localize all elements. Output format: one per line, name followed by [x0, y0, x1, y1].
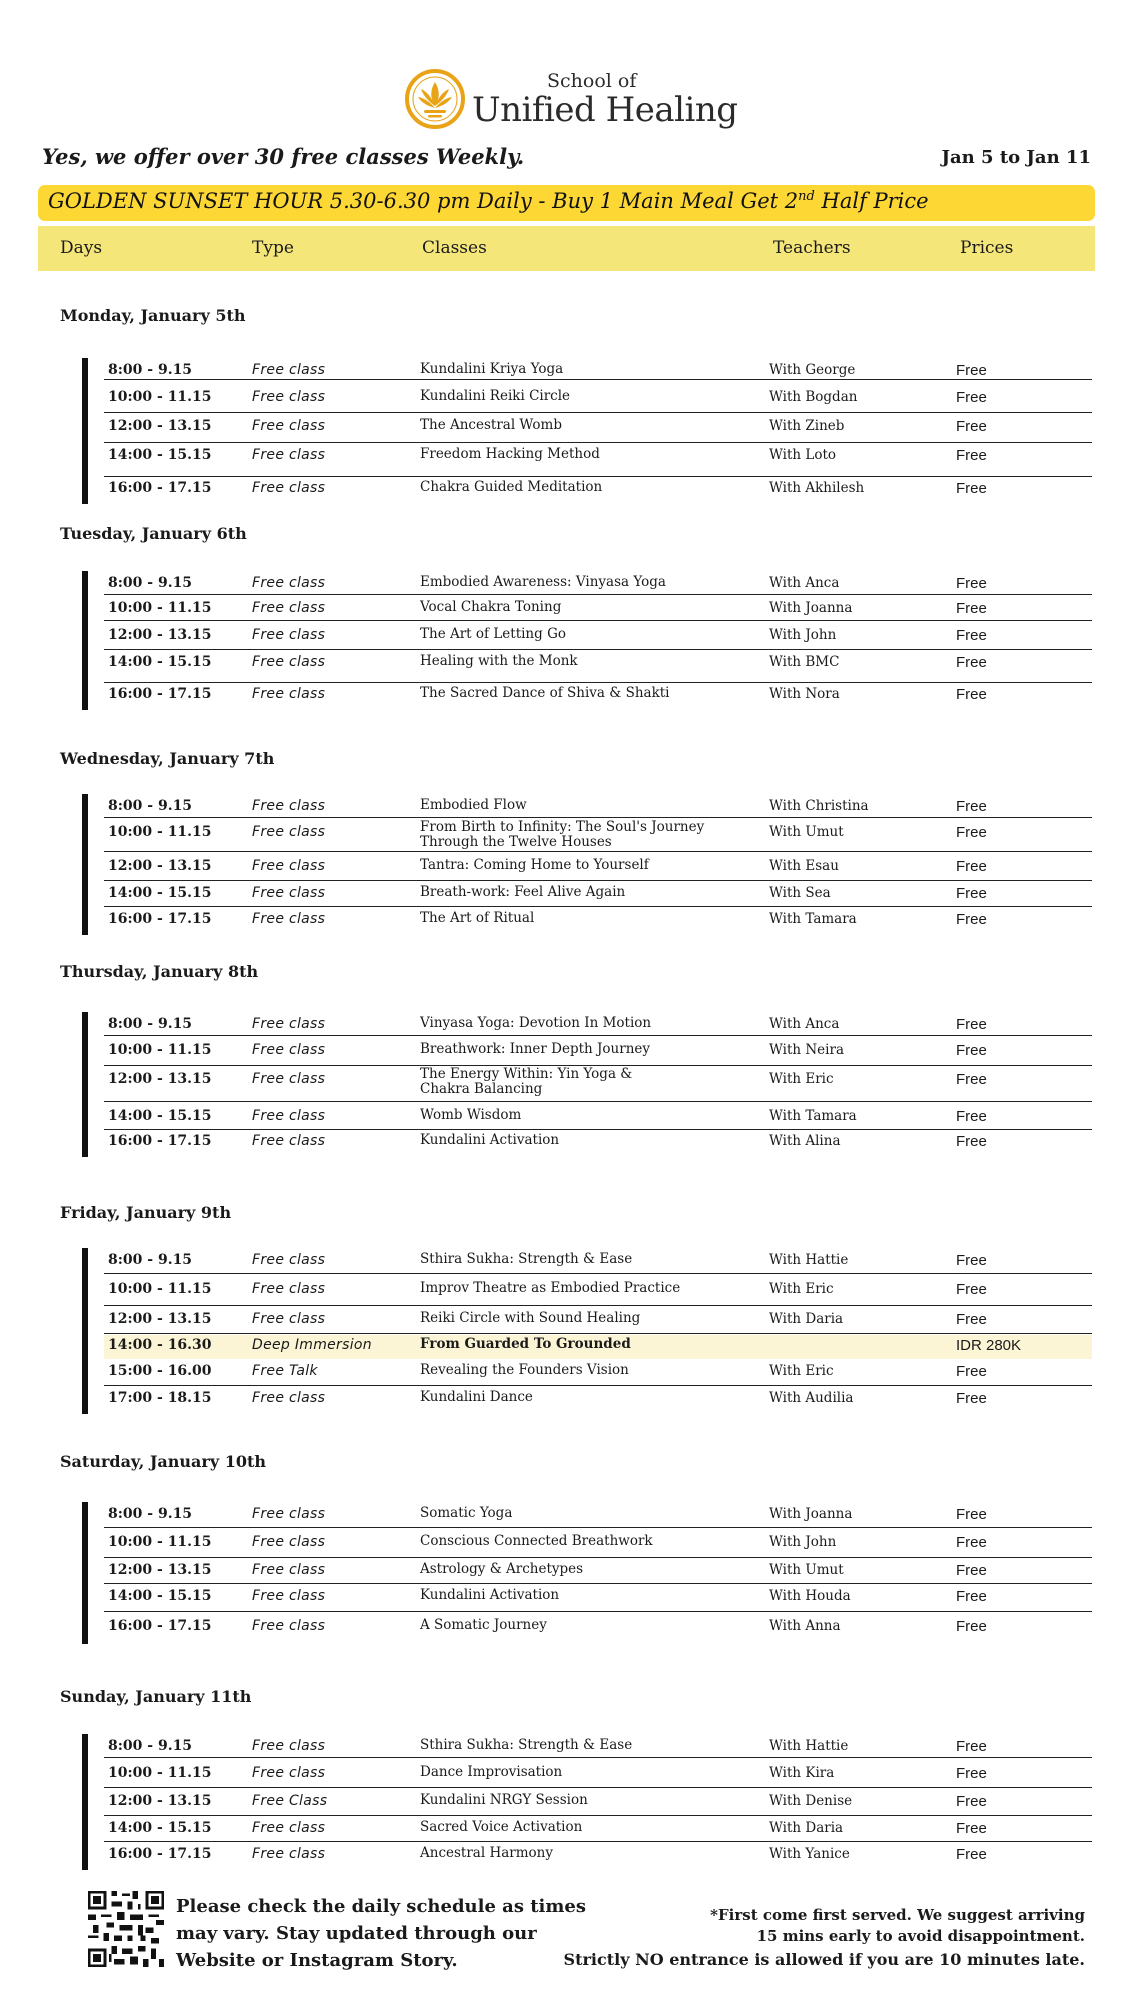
- day-divider-bar: [82, 1248, 88, 1414]
- day-divider-bar: [82, 571, 88, 710]
- schedule-row: [104, 652, 1092, 683]
- schedule-row: [104, 1532, 1092, 1558]
- teacher-name: With Akhilesh: [769, 480, 865, 496]
- price: Free: [956, 1765, 987, 1782]
- schedule-row: [104, 909, 1092, 931]
- session-type: Free class: [252, 1108, 326, 1124]
- golden-hour-banner: [38, 185, 1095, 221]
- price: Free: [956, 362, 987, 379]
- session-time: 8:00 - 9.15: [108, 362, 193, 378]
- session-time: 14:00 - 15.15: [108, 654, 212, 670]
- session-time: 10:00 - 11.15: [108, 1765, 212, 1781]
- teacher-name: With Kira: [769, 1765, 835, 1781]
- class-name: Kundalini Reiki Circle: [420, 388, 571, 404]
- session-type: Free class: [252, 1071, 326, 1087]
- schedule-row: [104, 598, 1092, 621]
- teacher-name: With Houda: [769, 1588, 851, 1604]
- day-divider-bar: [82, 1502, 88, 1644]
- price: Free: [956, 480, 987, 497]
- schedule-row: [104, 1791, 1092, 1816]
- teacher-name: With Joanna: [769, 1506, 853, 1522]
- price: Free: [956, 858, 987, 875]
- class-name: Sthira Sukha: Strength & Ease: [420, 1737, 633, 1753]
- schedule-row: [104, 1014, 1092, 1036]
- class-name: Kundalini Activation: [420, 1132, 560, 1148]
- date-range: Jan 5 to Jan 11: [941, 147, 1091, 168]
- day-divider-bar: [82, 794, 88, 935]
- day-title: Tuesday, January 6th: [60, 524, 247, 543]
- teacher-name: With Alina: [769, 1133, 841, 1149]
- header-classes: Classes: [422, 238, 487, 258]
- class-name: The Energy Within: Yin Yoga &: [420, 1066, 633, 1082]
- teacher-name: With Esau: [769, 858, 839, 874]
- entry-policy: [525, 1905, 1085, 1973]
- session-time: 8:00 - 9.15: [108, 575, 193, 591]
- session-type: Free class: [252, 798, 326, 814]
- header-prices: Prices: [960, 238, 1014, 258]
- class-name: Tantra: Coming Home to Yourself: [420, 857, 649, 873]
- schedule-row: [104, 387, 1092, 413]
- notice-line: Website or Instagram Story.: [176, 1950, 458, 1971]
- day-divider-bar: [82, 1734, 88, 1870]
- schedule-row: [104, 856, 1092, 881]
- class-name: A Somatic Journey: [420, 1617, 547, 1633]
- teacher-name: With Anca: [769, 575, 840, 591]
- session-time: 16:00 - 17.15: [108, 911, 212, 927]
- teacher-name: With Hattie: [769, 1738, 849, 1754]
- session-time: 8:00 - 9.15: [108, 798, 193, 814]
- class-name: The Art of Letting Go: [420, 626, 566, 642]
- price: Free: [956, 1846, 987, 1863]
- session-time: 10:00 - 11.15: [108, 824, 212, 840]
- session-type: Free class: [252, 1016, 326, 1032]
- session-type: Free class: [252, 1588, 326, 1604]
- schedule-row: [104, 1066, 1092, 1102]
- schedule-row: [104, 883, 1092, 907]
- session-time: 8:00 - 9.15: [108, 1738, 193, 1754]
- session-type: Free class: [252, 824, 326, 840]
- schedule-row: [104, 1106, 1092, 1130]
- session-time: 8:00 - 9.15: [108, 1016, 193, 1032]
- schedule-row: [104, 1616, 1092, 1640]
- schedule-row: [104, 1361, 1092, 1386]
- price: Free: [956, 389, 987, 406]
- price: Free: [956, 1534, 987, 1551]
- session-time: 14:00 - 15.15: [108, 885, 212, 901]
- day-title: Friday, January 9th: [60, 1203, 232, 1222]
- schedule-row: [104, 1250, 1092, 1274]
- price: Free: [956, 1252, 987, 1269]
- price: Free: [956, 418, 987, 435]
- class-name: Astrology & Archetypes: [420, 1561, 584, 1577]
- class-name: Kundalini Dance: [420, 1389, 533, 1405]
- price: Free: [956, 1281, 987, 1298]
- session-time: 8:00 - 9.15: [108, 1506, 193, 1522]
- session-time: 8:00 - 9.15: [108, 1252, 193, 1268]
- session-time: 10:00 - 11.15: [108, 600, 212, 616]
- schedule-row: [104, 1736, 1092, 1758]
- session-time: 12:00 - 13.15: [108, 1311, 212, 1327]
- class-name: Healing with the Monk: [420, 653, 578, 669]
- schedule-row: [104, 478, 1092, 500]
- session-time: 16:00 - 17.15: [108, 686, 212, 702]
- session-time: 10:00 - 11.15: [108, 1281, 212, 1297]
- teacher-name: With Loto: [769, 447, 837, 463]
- banner-text: GOLDEN SUNSET HOUR 5.30-6.30 pm Daily - Buy 1 Main Meal Get 2: [48, 189, 799, 213]
- session-time: 10:00 - 11.15: [108, 1534, 212, 1550]
- price: Free: [956, 911, 987, 928]
- session-type: Free class: [252, 1311, 326, 1327]
- class-name: Conscious Connected Breathwork: [420, 1533, 653, 1549]
- class-name: Breath-work: Feel Alive Again: [420, 884, 626, 900]
- schedule-row: [104, 1388, 1092, 1410]
- class-name: Freedom Hacking Method: [420, 446, 600, 462]
- schedule-row: [104, 819, 1092, 852]
- schedule-row: [104, 445, 1092, 477]
- class-name: Sacred Voice Activation: [420, 1819, 583, 1835]
- class-name: Ancestral Harmony: [420, 1845, 553, 1861]
- schedule-row: [104, 1504, 1092, 1528]
- price: Free: [956, 885, 987, 902]
- session-time: 12:00 - 13.15: [108, 627, 212, 643]
- price: Free: [956, 798, 987, 815]
- session-type: Free class: [252, 1506, 326, 1522]
- class-name: Dance Improvisation: [420, 1764, 563, 1780]
- session-time: 16:00 - 17.15: [108, 480, 212, 496]
- schedule-row: [104, 360, 1092, 380]
- schedule-row: [104, 573, 1092, 595]
- price: Free: [956, 1363, 987, 1380]
- session-time: 12:00 - 13.15: [108, 1071, 212, 1087]
- class-name: Chakra Guided Meditation: [420, 479, 603, 495]
- policy-line: 15 mins early to avoid disappointment.: [756, 1927, 1085, 1945]
- price: Free: [956, 627, 987, 644]
- day-divider-bar: [82, 358, 88, 504]
- class-name: Vinyasa Yoga: Devotion In Motion: [420, 1015, 652, 1031]
- price: Free: [956, 1562, 987, 1579]
- schedule-row: [104, 684, 1092, 706]
- session-time: 14:00 - 15.15: [108, 1108, 212, 1124]
- teacher-name: With Zineb: [769, 418, 845, 434]
- class-name: The Sacred Dance of Shiva & Shakti: [420, 685, 670, 701]
- session-time: 15:00 - 16.00: [108, 1363, 212, 1379]
- class-name: Womb Wisdom: [420, 1107, 522, 1123]
- notice-line: may vary. Stay updated through our: [176, 1923, 537, 1944]
- teacher-name: With Sea: [769, 885, 831, 901]
- session-time: 14:00 - 15.15: [108, 447, 212, 463]
- price: Free: [956, 1071, 987, 1088]
- teacher-name: With Hattie: [769, 1252, 849, 1268]
- header-teachers: Teachers: [773, 238, 851, 258]
- teacher-name: With John: [769, 627, 837, 643]
- class-name: Reiki Circle with Sound Healing: [420, 1310, 641, 1326]
- session-type: Free class: [252, 389, 326, 405]
- price: Free: [956, 1618, 987, 1635]
- class-name: Kundalini Kriya Yoga: [420, 361, 564, 377]
- session-time: 17:00 - 18.15: [108, 1390, 212, 1406]
- class-name: The Ancestral Womb: [420, 417, 562, 433]
- notice-line: Please check the daily schedule as times: [176, 1896, 587, 1917]
- class-name: Vocal Chakra Toning: [420, 599, 562, 615]
- day-divider-bar: [82, 1012, 88, 1157]
- teacher-name: With Umut: [769, 824, 844, 840]
- class-name: From Birth to Infinity: The Soul's Journey: [420, 819, 705, 835]
- schedule-row: [104, 1309, 1092, 1334]
- session-type: Free class: [252, 418, 326, 434]
- class-name: The Art of Ritual: [420, 910, 535, 926]
- session-type: Free class: [252, 1252, 326, 1268]
- qr-code-icon: [88, 1891, 164, 1967]
- class-name: Kundalini NRGY Session: [420, 1792, 588, 1808]
- teacher-name: With Umut: [769, 1562, 844, 1578]
- class-name: From Guarded To Grounded: [420, 1336, 631, 1352]
- day-title: Sunday, January 11th: [60, 1687, 252, 1706]
- price: Free: [956, 1738, 987, 1755]
- session-time: 12:00 - 13.15: [108, 418, 212, 434]
- schedule-row: [104, 1560, 1092, 1584]
- schedule-row: [104, 1586, 1092, 1612]
- price: Free: [956, 575, 987, 592]
- schedule-row: [104, 1844, 1092, 1866]
- schedule-row: [104, 625, 1092, 650]
- price: Free: [956, 447, 987, 464]
- session-type: Free class: [252, 1133, 326, 1149]
- session-type: Free class: [252, 1534, 326, 1550]
- session-time: 14:00 - 16.30: [108, 1337, 212, 1353]
- teacher-name: With Tamara: [769, 1108, 857, 1124]
- price: Free: [956, 1588, 987, 1605]
- session-type: Free class: [252, 1042, 326, 1058]
- session-type: Free class: [252, 447, 326, 463]
- policy-line: *First come first served. We suggest arriving: [710, 1906, 1085, 1924]
- session-type: Free class: [252, 686, 326, 702]
- schedule-row: [104, 1763, 1092, 1788]
- class-name: Revealing the Founders Vision: [420, 1362, 629, 1378]
- session-time: 14:00 - 15.15: [108, 1820, 212, 1836]
- session-type: Free class: [252, 858, 326, 874]
- day-title: Monday, January 5th: [60, 306, 246, 325]
- header-type: Type: [252, 238, 294, 258]
- session-type: Free class: [252, 654, 326, 670]
- session-time: 10:00 - 11.15: [108, 1042, 212, 1058]
- school-logo: [404, 66, 738, 132]
- class-name: Breathwork: Inner Depth Journey: [420, 1041, 651, 1057]
- price: Free: [956, 1108, 987, 1125]
- session-type: Free Class: [252, 1793, 328, 1809]
- session-time: 16:00 - 17.15: [108, 1133, 212, 1149]
- class-name: Sthira Sukha: Strength & Ease: [420, 1251, 633, 1267]
- price: Free: [956, 1390, 987, 1407]
- price: Free: [956, 1042, 987, 1059]
- session-type: Free class: [252, 627, 326, 643]
- teacher-name: With Eric: [769, 1281, 834, 1297]
- teacher-name: With BMC: [769, 654, 840, 670]
- session-time: 10:00 - 11.15: [108, 389, 212, 405]
- session-type: Free Talk: [252, 1363, 318, 1379]
- schedule-row: [104, 1335, 1092, 1359]
- session-type: Deep Immersion: [252, 1337, 372, 1353]
- schedule-row: [104, 1131, 1092, 1153]
- session-type: Free class: [252, 600, 326, 616]
- session-type: Free class: [252, 911, 326, 927]
- price: Free: [956, 1793, 987, 1810]
- price: Free: [956, 1820, 987, 1837]
- day-title: Wednesday, January 7th: [60, 749, 275, 768]
- session-type: Free class: [252, 1618, 326, 1634]
- class-name: Embodied Awareness: Vinyasa Yoga: [420, 574, 666, 590]
- session-type: Free class: [252, 362, 326, 378]
- schedule-row: [104, 1040, 1092, 1066]
- session-type: Free class: [252, 1738, 326, 1754]
- price: Free: [956, 686, 987, 703]
- class-name-line2: Through the Twelve Houses: [420, 834, 612, 850]
- session-time: 12:00 - 13.15: [108, 858, 212, 874]
- price: IDR 280K: [956, 1337, 1022, 1354]
- schedule-row: [104, 416, 1092, 443]
- session-type: Free class: [252, 1562, 326, 1578]
- teacher-name: With Eric: [769, 1071, 834, 1087]
- class-name: Embodied Flow: [420, 797, 527, 813]
- teacher-name: With Yanice: [769, 1846, 850, 1862]
- teacher-name: With Eric: [769, 1363, 834, 1379]
- price: Free: [956, 1311, 987, 1328]
- session-type: Free class: [252, 1390, 326, 1406]
- header-days: Days: [60, 238, 103, 258]
- session-type: Free class: [252, 480, 326, 496]
- day-title: Saturday, January 10th: [60, 1452, 266, 1471]
- session-time: 12:00 - 13.15: [108, 1793, 212, 1809]
- brand-name: Unified Healing: [472, 90, 738, 130]
- brand-top: School of: [547, 70, 637, 92]
- session-time: 12:00 - 13.15: [108, 1562, 212, 1578]
- session-type: Free class: [252, 575, 326, 591]
- teacher-name: With Daria: [769, 1311, 844, 1327]
- price: Free: [956, 824, 987, 841]
- table-header: [38, 226, 1095, 271]
- session-time: 16:00 - 17.15: [108, 1618, 212, 1634]
- banner-sup: nd: [798, 189, 815, 204]
- session-time: 16:00 - 17.15: [108, 1846, 212, 1862]
- class-name-line2: Chakra Balancing: [420, 1081, 543, 1097]
- teacher-name: With Tamara: [769, 911, 857, 927]
- schedule-row: [104, 1818, 1092, 1842]
- lotus-logo-icon: [404, 68, 466, 130]
- schedule-row: [104, 1279, 1092, 1306]
- late-policy: Strictly NO entrance is allowed if you are 10 minutes late.: [563, 1950, 1085, 1969]
- session-type: Free class: [252, 1281, 326, 1297]
- teacher-name: With John: [769, 1534, 837, 1550]
- price: Free: [956, 1133, 987, 1150]
- teacher-name: With Neira: [769, 1042, 844, 1058]
- session-type: Free class: [252, 1846, 326, 1862]
- price: Free: [956, 600, 987, 617]
- teacher-name: With Audilia: [769, 1390, 854, 1406]
- session-type: Free class: [252, 1765, 326, 1781]
- price: Free: [956, 654, 987, 671]
- price: Free: [956, 1016, 987, 1033]
- teacher-name: With George: [769, 362, 856, 378]
- day-title: Thursday, January 8th: [60, 962, 259, 981]
- session-time: 14:00 - 15.15: [108, 1588, 212, 1604]
- teacher-name: With Christina: [769, 798, 869, 814]
- session-type: Free class: [252, 1820, 326, 1836]
- class-name: Improv Theatre as Embodied Practice: [420, 1280, 681, 1296]
- teacher-name: With Nora: [769, 686, 840, 702]
- teacher-name: With Daria: [769, 1820, 844, 1836]
- class-name: Somatic Yoga: [420, 1505, 513, 1521]
- tagline: Yes, we offer over 30 free classes Weekly.: [42, 144, 525, 169]
- schedule-row: [104, 796, 1092, 818]
- class-name: Kundalini Activation: [420, 1587, 560, 1603]
- price: Free: [956, 1506, 987, 1523]
- teacher-name: With Anca: [769, 1016, 840, 1032]
- teacher-name: With Bogdan: [769, 389, 858, 405]
- session-type: Free class: [252, 885, 326, 901]
- teacher-name: With Joanna: [769, 600, 853, 616]
- teacher-name: With Denise: [769, 1793, 853, 1809]
- teacher-name: With Anna: [769, 1618, 841, 1634]
- banner-tail: Half Price: [814, 189, 929, 213]
